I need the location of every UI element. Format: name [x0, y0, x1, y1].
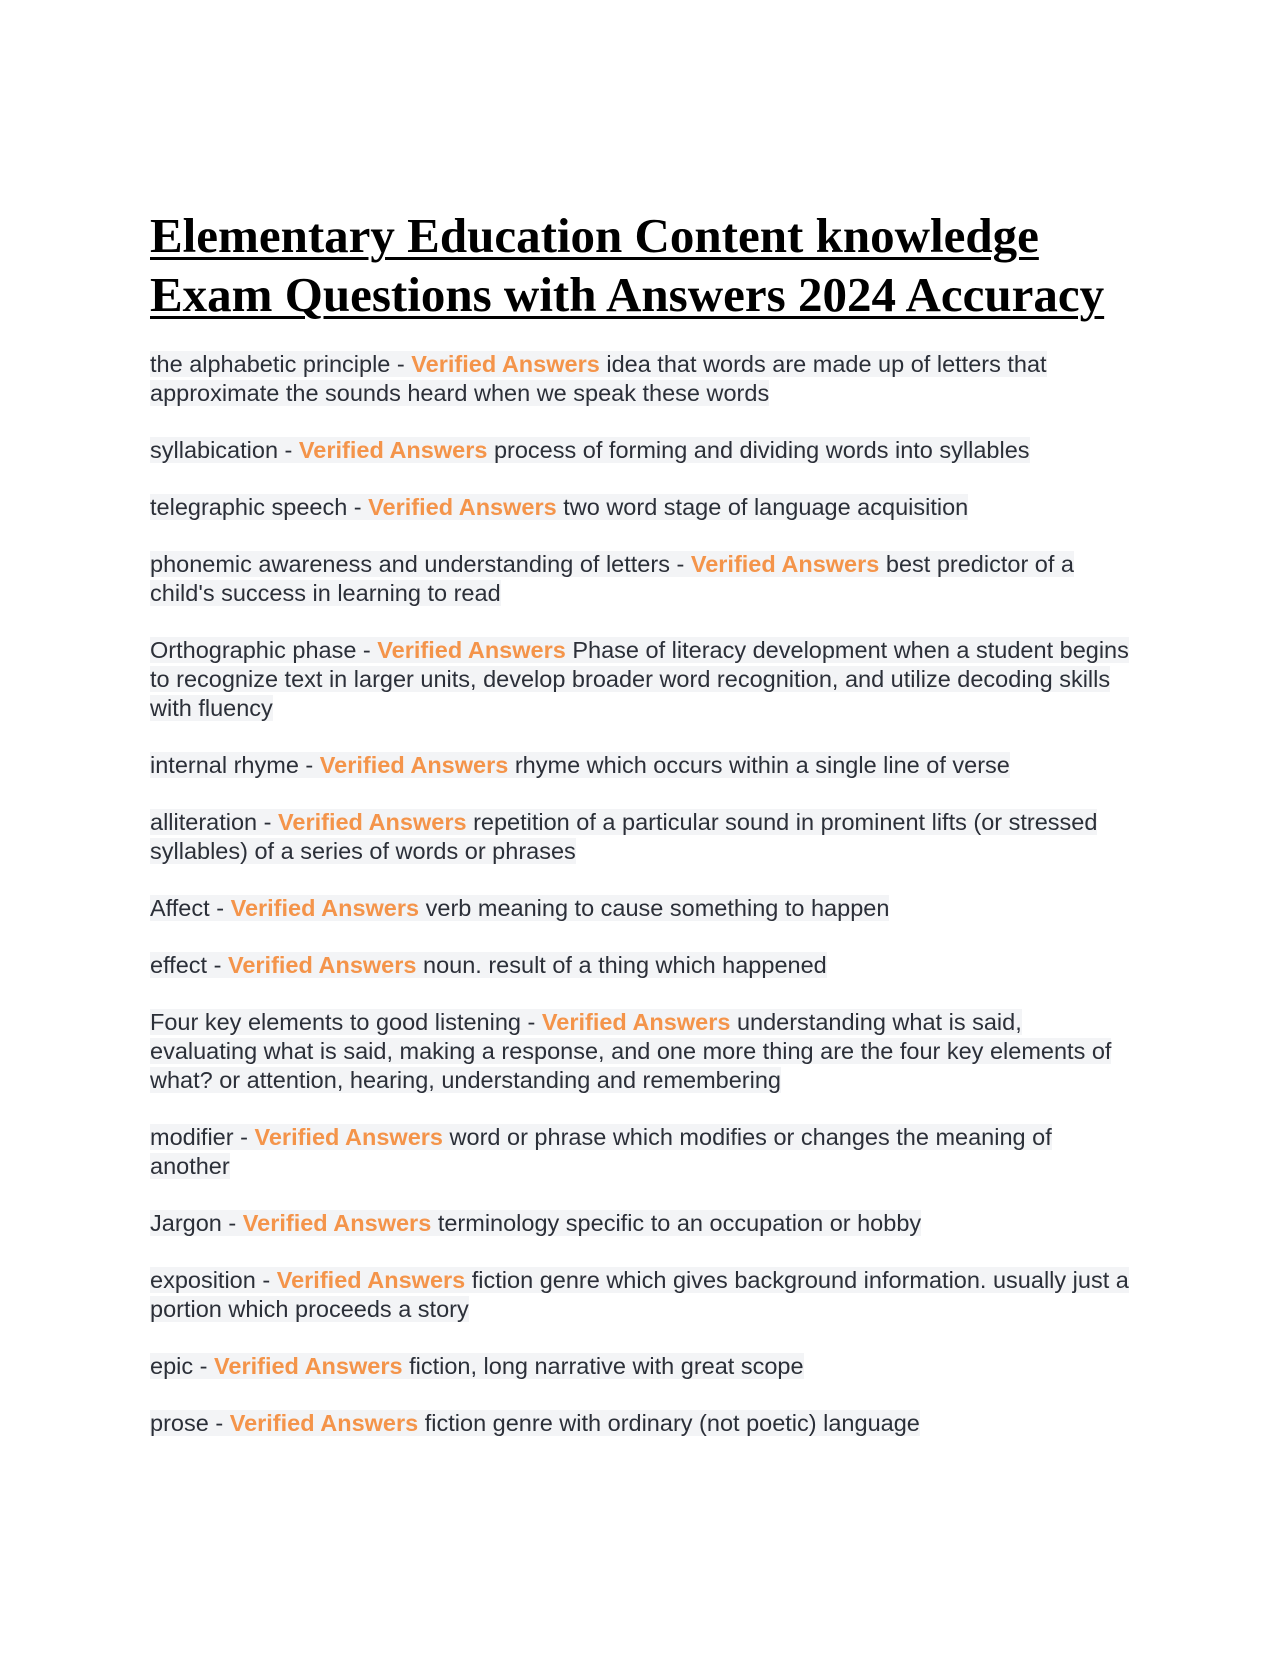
verified-answers-tag: Verified Answers: [298, 437, 488, 463]
qa-item: [150, 436, 1130, 465]
qa-term: the alphabetic principle: [150, 351, 391, 377]
qa-term: effect: [150, 952, 208, 978]
qa-item: [150, 1409, 1130, 1438]
qa-separator: -: [356, 637, 378, 663]
qa-term: modifier: [150, 1124, 234, 1150]
qa-definition: understanding what is said, evaluating what is said, making a response, and one more thing are the four key elements of what? or attention, hearing, understanding and remembering: [150, 1009, 1112, 1093]
verified-answers-tag: Verified Answers: [242, 1210, 432, 1236]
qa-separator: -: [208, 1410, 230, 1436]
qa-definition: rhyme which occurs within a single line of verse: [514, 752, 1010, 778]
verified-answers-tag: Verified Answers: [319, 752, 509, 778]
qa-definition: repetition of a particular sound in prominent lifts (or stressed syllables) of a series of words or phrases: [150, 809, 1098, 864]
qa-item: [150, 1209, 1130, 1238]
qa-term: alliteration: [150, 809, 258, 835]
verified-answers-tag: Verified Answers: [214, 1353, 403, 1379]
qa-term: epic: [150, 1353, 194, 1379]
verified-answers-tag: Verified Answers: [230, 895, 420, 921]
qa-term: Affect: [150, 895, 210, 921]
qa-item: [150, 493, 1130, 522]
qa-separator: -: [669, 551, 691, 577]
qa-term: phonemic awareness and understanding of letters: [150, 551, 670, 577]
document-title: [150, 206, 1130, 324]
qa-item: [150, 550, 1130, 608]
qa-term: Four key elements to good listening: [150, 1009, 521, 1035]
verified-answers-tag: Verified Answers: [377, 637, 566, 663]
qa-term: prose: [150, 1410, 209, 1436]
qa-separator: -: [390, 351, 412, 377]
qa-definition: process of forming and dividing words into syllables: [493, 437, 1030, 463]
document-title-line-2: Exam Questions with Answers 2024 Accuracy: [150, 267, 1105, 322]
verified-answers-tag: Verified Answers: [229, 1410, 419, 1436]
qa-item: [150, 808, 1130, 866]
qa-term: Orthographic phase: [150, 637, 357, 663]
qa-separator: -: [207, 952, 228, 978]
qa-list: [150, 350, 1130, 1438]
verified-answers-tag: Verified Answers: [254, 1124, 444, 1150]
qa-separator: -: [278, 437, 299, 463]
qa-separator: -: [255, 1267, 277, 1293]
qa-separator: -: [347, 494, 369, 520]
qa-definition: fiction genre which gives background information. usually just a portion which proceeds a story: [150, 1267, 1129, 1322]
qa-item: [150, 1008, 1130, 1095]
document-content: [150, 206, 1130, 1466]
qa-separator: -: [193, 1353, 215, 1379]
qa-item: [150, 1266, 1130, 1324]
qa-item: [150, 636, 1130, 723]
verified-answers-tag: Verified Answers: [541, 1009, 731, 1035]
qa-definition: fiction, long narrative with great scope: [409, 1353, 804, 1379]
qa-definition: terminology specific to an occupation or hobby: [437, 1210, 922, 1236]
verified-answers-tag: Verified Answers: [690, 551, 880, 577]
qa-term: telegraphic speech: [150, 494, 348, 520]
document-title-line-1: Elementary Education Content knowledge: [150, 208, 1039, 263]
qa-definition: fiction genre with ordinary (not poetic) language: [424, 1410, 920, 1436]
verified-answers-tag: Verified Answers: [411, 351, 600, 377]
qa-item: [150, 1352, 1130, 1381]
qa-term: syllabication: [150, 437, 279, 463]
qa-term: exposition: [150, 1267, 256, 1293]
qa-term: internal rhyme: [150, 752, 299, 778]
verified-answers-tag: Verified Answers: [278, 809, 467, 835]
qa-definition: two word stage of language acquisition: [563, 494, 969, 520]
qa-separator: -: [257, 809, 279, 835]
qa-term: Jargon: [150, 1210, 222, 1236]
qa-item: [150, 894, 1130, 923]
qa-item: [150, 1123, 1130, 1181]
qa-item: [150, 350, 1130, 408]
verified-answers-tag: Verified Answers: [227, 952, 417, 978]
qa-item: [150, 951, 1130, 980]
qa-definition: idea that words are made up of letters that approximate the sounds heard when we speak these words: [150, 351, 1047, 406]
qa-definition: noun. result of a thing which happened: [423, 952, 827, 978]
qa-separator: -: [521, 1009, 542, 1035]
qa-definition: best predictor of a child's success in learning to read: [150, 551, 1074, 606]
verified-answers-tag: Verified Answers: [276, 1267, 466, 1293]
qa-separator: -: [298, 752, 320, 778]
qa-definition: verb meaning to cause something to happen: [425, 895, 890, 921]
qa-definition: word or phrase which modifies or changes the meaning of another: [150, 1124, 1052, 1179]
qa-separator: -: [221, 1210, 243, 1236]
qa-separator: -: [209, 895, 231, 921]
qa-item: [150, 751, 1130, 780]
qa-separator: -: [233, 1124, 255, 1150]
verified-answers-tag: Verified Answers: [368, 494, 557, 520]
qa-definition: Phase of literacy development when a student begins to recognize text in larger units, develop broader word recognition, and utilize decoding skills with fluency: [150, 637, 1129, 721]
